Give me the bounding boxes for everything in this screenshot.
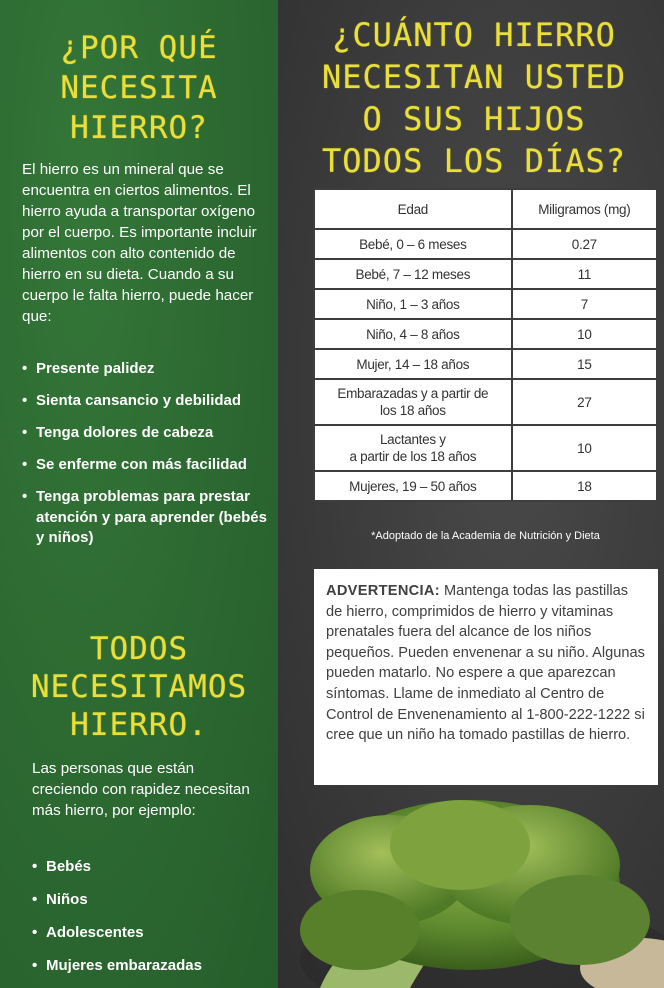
growth-intro-text: Las personas que están creciendo con rapidez necesitan más hierro, por ejemplo: <box>32 760 250 819</box>
age-cell <box>314 425 512 471</box>
age-cell: Niño, 4 – 8 años <box>314 319 512 349</box>
warning-box <box>314 569 658 785</box>
warning-label: ADVERTENCIA: <box>326 583 440 599</box>
age-cell: Niño, 1 – 3 años <box>314 289 512 319</box>
table-row <box>314 425 657 471</box>
age-cell: Mujer, 14 – 18 años <box>314 349 512 379</box>
green-info-panel <box>0 0 278 988</box>
table-row <box>314 229 657 259</box>
heading-line: NECESITAN USTED <box>322 58 626 96</box>
table-row <box>314 289 657 319</box>
list-item: • Niños <box>32 890 272 911</box>
warning-text: Mantenga todas las pastillas de hierro, comprimidos de hierro y vitaminas prenatales fuera del alcance de los niños pequeños. Pueden envenenar a su niño. Algunas pueden matarlo. No espere a que aparezcan síntomas. Llame de inmediato al Centro de Control de Envenenamiento al 1-800-222-1222 si cree que un niño ha tomado pastillas de hierro. <box>326 583 645 744</box>
symptoms-list <box>22 359 272 560</box>
mg-cell: 11 <box>512 259 657 289</box>
list-item: • Bebés <box>32 857 272 878</box>
list-item: • Adolescentes <box>32 923 272 944</box>
table-row <box>314 471 657 501</box>
table-row <box>314 379 657 425</box>
mg-cell: 7 <box>512 289 657 319</box>
column-header-mg: Miligramos (mg) <box>512 189 657 229</box>
table-header-row <box>314 189 657 229</box>
table-row <box>314 319 657 349</box>
list-item: • Sienta cansancio y debilidad <box>22 391 272 412</box>
everyone-needs-iron-heading <box>0 630 278 744</box>
mg-cell: 10 <box>512 319 657 349</box>
column-header-age: Edad <box>314 189 512 229</box>
age-line: Lactantes y <box>379 432 446 447</box>
mg-cell: 15 <box>512 349 657 379</box>
mg-cell: 10 <box>512 425 657 471</box>
age-line: los 18 años <box>379 403 446 418</box>
age-cell: Bebé, 7 – 12 meses <box>314 259 512 289</box>
list-item: • Tenga problemas para prestar atención y para aprender (bebés y niños) <box>22 487 272 549</box>
iron-requirements-table <box>313 188 658 502</box>
mg-cell: 18 <box>512 471 657 501</box>
heading-line: NECESITA <box>60 70 218 106</box>
iron-intro-text: El hierro es un mineral que se encuentra en ciertos alimentos. El hierro ayuda a transportar oxígeno por el cuerpo. Es importante incluir alimentos con alto contenido de hierro en su dieta. Cuando a su cuerpo le falta hierro, puede hacer que: <box>22 161 257 325</box>
list-item: • Presente palidez <box>22 359 272 380</box>
source-note: *Adoptado de la Academia de Nutrición y Dieta <box>371 530 600 542</box>
table-row <box>314 349 657 379</box>
heading-line: TODOS LOS DÍAS? <box>322 142 626 180</box>
heading-line: O SUS HIJOS <box>362 100 586 138</box>
age-cell <box>314 379 512 425</box>
age-line: a partir de los 18 años <box>349 449 477 464</box>
age-cell: Mujeres, 19 – 50 años <box>314 471 512 501</box>
heading-line: HIERRO? <box>70 110 208 146</box>
heading-line: NECESITAMOS <box>30 669 248 705</box>
mg-cell: 0.27 <box>512 229 657 259</box>
list-item: • Se enferme con más facilidad <box>22 455 272 476</box>
list-item: • Mujeres embarazadas <box>32 956 272 977</box>
how-much-iron-heading <box>286 14 662 182</box>
heading-line: TODOS <box>89 631 189 667</box>
why-iron-heading <box>10 28 268 148</box>
groups-list <box>32 857 272 988</box>
heading-line: ¿POR QUÉ <box>60 30 218 66</box>
age-line: Embarazadas y a partir de <box>337 386 489 401</box>
heading-line: ¿CUÁNTO HIERRO <box>332 16 616 54</box>
table-row <box>314 259 657 289</box>
broccoli-image <box>280 790 664 988</box>
list-item: • Tenga dolores de cabeza <box>22 423 272 444</box>
mg-cell: 27 <box>512 379 657 425</box>
age-cell: Bebé, 0 – 6 meses <box>314 229 512 259</box>
heading-line: HIERRO. <box>70 707 208 743</box>
